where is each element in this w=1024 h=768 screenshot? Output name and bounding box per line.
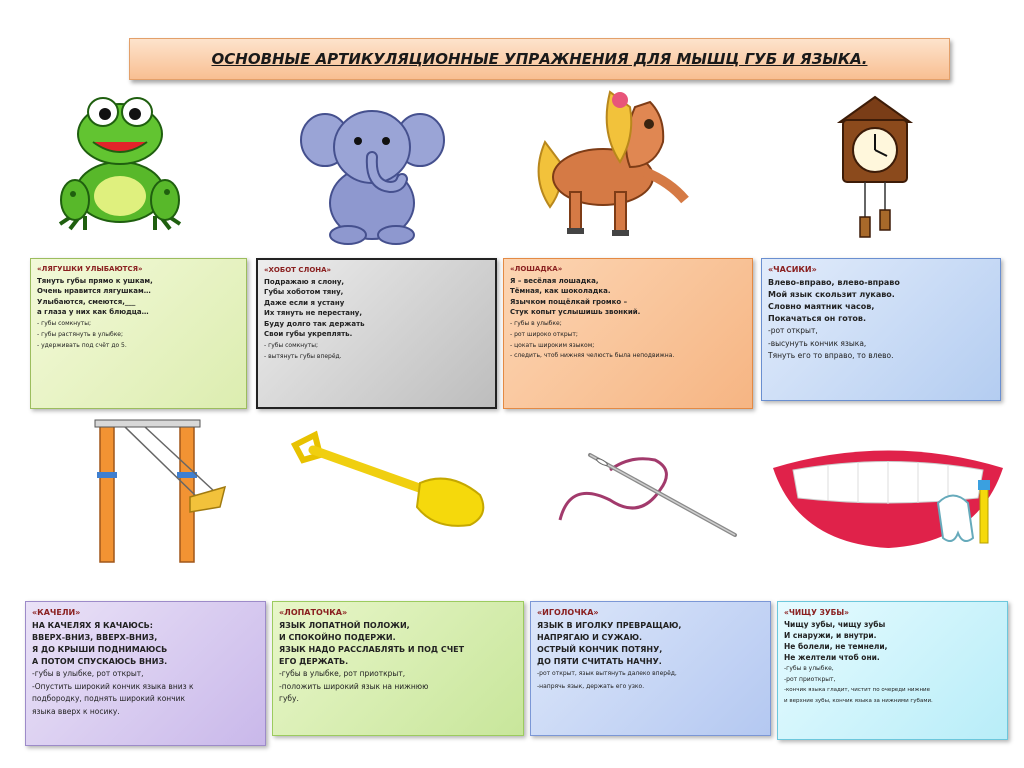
card-note: -высунуть кончик языка,	[768, 338, 867, 348]
card-note: -положить широкий язык на нижнюю	[279, 681, 429, 691]
card-note: -напрячь язык, держать его узко.	[537, 682, 645, 690]
card-line: ЯЗЫК В ИГОЛКУ ПРЕВРАЩАЮ,	[537, 621, 682, 630]
card-note: -губы в улыбке, рот приоткрыт,	[279, 669, 406, 678]
card-shovel	[272, 601, 524, 736]
card-note: - губы в улыбке;	[510, 319, 562, 327]
card-line: НА КАЧЕЛЯХ Я КАЧАЮСЬ:	[32, 621, 153, 630]
card-line: Чищу зубы, чищу зубы	[784, 620, 886, 629]
card-line: И снаружи, и внутри.	[784, 631, 877, 640]
card-line: Язычком пощёлкай громко –	[510, 297, 628, 306]
pony-icon	[525, 82, 700, 242]
card-line: ЕГО ДЕРЖАТЬ.	[279, 657, 349, 666]
card-note: - следить, чтоб нижняя челюсть была неподвижна.	[510, 351, 675, 359]
card-line: ВВЕРХ-ВНИЗ, ВВЕРХ-ВНИЗ,	[32, 633, 158, 642]
card-title: «ИГОЛОЧКА»	[537, 608, 599, 617]
smile-teeth-icon	[768, 428, 1013, 558]
card-clock	[761, 258, 1001, 401]
card-note: Тянуть его то вправо, то влево.	[768, 351, 894, 360]
card-line: Губы хоботом тяну,	[264, 288, 344, 296]
card-note: языка вверх к носику.	[32, 706, 120, 716]
card-line: Стук копыт услышишь звонкий.	[510, 308, 641, 316]
card-title: «ХОБОТ СЛОНА»	[264, 266, 332, 274]
card-note: и верхние зубы, кончик языка за нижними губами.	[784, 698, 933, 704]
card-swing	[25, 601, 266, 746]
card-line: Влево-вправо, влево-вправо	[768, 278, 900, 287]
card-line: Покачаться он готов.	[768, 314, 866, 323]
card-title: «КАЧЕЛИ»	[32, 608, 81, 617]
card-title: «ЛОПАТОЧКА»	[279, 608, 348, 617]
card-line: Я – весёлая лошадка,	[510, 276, 599, 285]
needle-thread-icon	[550, 440, 750, 545]
card-line: НАПРЯГАЮ И СУЖАЮ.	[537, 633, 643, 642]
card-line: ОСТРЫЙ КОНЧИК ПОТЯНУ,	[537, 645, 663, 654]
card-line: Я ДО КРЫШИ ПОДНИМАЮСЬ	[32, 645, 168, 654]
card-teeth	[777, 601, 1008, 740]
card-note: - губы растянуть в улыбке;	[37, 330, 124, 338]
title-banner	[129, 38, 950, 80]
card-line: Улыбаются, смеются,___	[37, 297, 136, 306]
card-note: губу.	[279, 694, 299, 703]
card-note: -рот открыт, язык вытянуть далеко вперёд,	[537, 670, 677, 677]
card-title: «ЛОШАДКА»	[510, 265, 563, 273]
card-frog	[30, 258, 247, 409]
elephant-icon	[300, 95, 445, 245]
card-line: ЯЗЫК ЛОПАТНОЙ ПОЛОЖИ,	[279, 621, 410, 630]
card-line: Подражаю я слону,	[264, 277, 345, 286]
card-line: Не желтели чтоб они.	[784, 653, 880, 662]
card-note: -рот приоткрыт,	[784, 676, 836, 683]
card-note: - цокать широким языком;	[510, 341, 595, 349]
swing-icon	[85, 412, 230, 567]
card-needle	[530, 601, 771, 736]
card-line: Тянуть губы прямо к ушкам,	[37, 276, 153, 285]
card-line: а глаза у них как блюдца…	[37, 308, 149, 316]
card-line: Тёмная, как шоколадка.	[510, 287, 611, 295]
card-note: -рот открыт,	[768, 326, 818, 335]
card-note: -губы в улыбке,	[784, 665, 834, 672]
card-note: -Опустить широкий кончик языка вниз к	[32, 681, 194, 691]
card-line: ДО ПЯТИ СЧИТАТЬ НАЧНУ.	[537, 657, 662, 666]
card-line: Свои губы укреплять.	[264, 330, 353, 338]
card-line: Словно маятник часов,	[768, 302, 875, 311]
frog-icon	[45, 84, 195, 234]
card-title: «ЛЯГУШКИ УЛЫБАЮТСЯ»	[37, 265, 143, 273]
card-note: - удерживать под счёт до 5.	[37, 341, 127, 349]
card-line: Даже если я устану	[264, 298, 345, 307]
card-title: «ЧАСИКИ»	[768, 265, 817, 274]
card-note: -кончик языка гладит, чистит по очереди нижние	[784, 687, 930, 693]
card-note: -губы в улыбке, рот открыт,	[32, 669, 144, 678]
card-note: - губы сомкнуты;	[264, 341, 318, 349]
card-note: - рот широко открыт;	[510, 330, 578, 338]
card-line: Буду долго так держать	[264, 319, 365, 328]
card-line: Мой язык скользит лукаво.	[768, 290, 895, 299]
page-title: ОСНОВНЫЕ АРТИКУЛЯЦИОННЫЕ УПРАЖНЕНИЯ ДЛЯ МЫШЦ ГУБ И ЯЗЫКА.	[211, 50, 868, 68]
card-note: - вытянуть губы вперёд.	[264, 352, 342, 360]
card-line: А ПОТОМ СПУСКАЮСЬ ВНИЗ.	[32, 657, 168, 666]
card-line: ЯЗЫК НАДО РАССЛАБЛЯТЬ И ПОД СЧЕТ	[279, 645, 465, 654]
card-note: подбородку, поднять широкий кончик	[32, 694, 186, 703]
card-line: Очень нравится лягушкам…	[37, 287, 151, 295]
card-line: И СПОКОЙНО ПОДЕРЖИ.	[279, 633, 396, 642]
cuckoo-clock-icon	[825, 92, 925, 242]
shovel-icon	[285, 425, 500, 535]
card-elephant	[256, 258, 497, 409]
card-note: - губы сомкнуты;	[37, 319, 91, 327]
card-line: Их тянуть не перестану,	[264, 309, 363, 317]
card-line: Не болели, не темнели,	[784, 642, 888, 651]
card-title: «ЧИЩУ ЗУБЫ»	[784, 608, 849, 617]
card-horse	[503, 258, 753, 409]
